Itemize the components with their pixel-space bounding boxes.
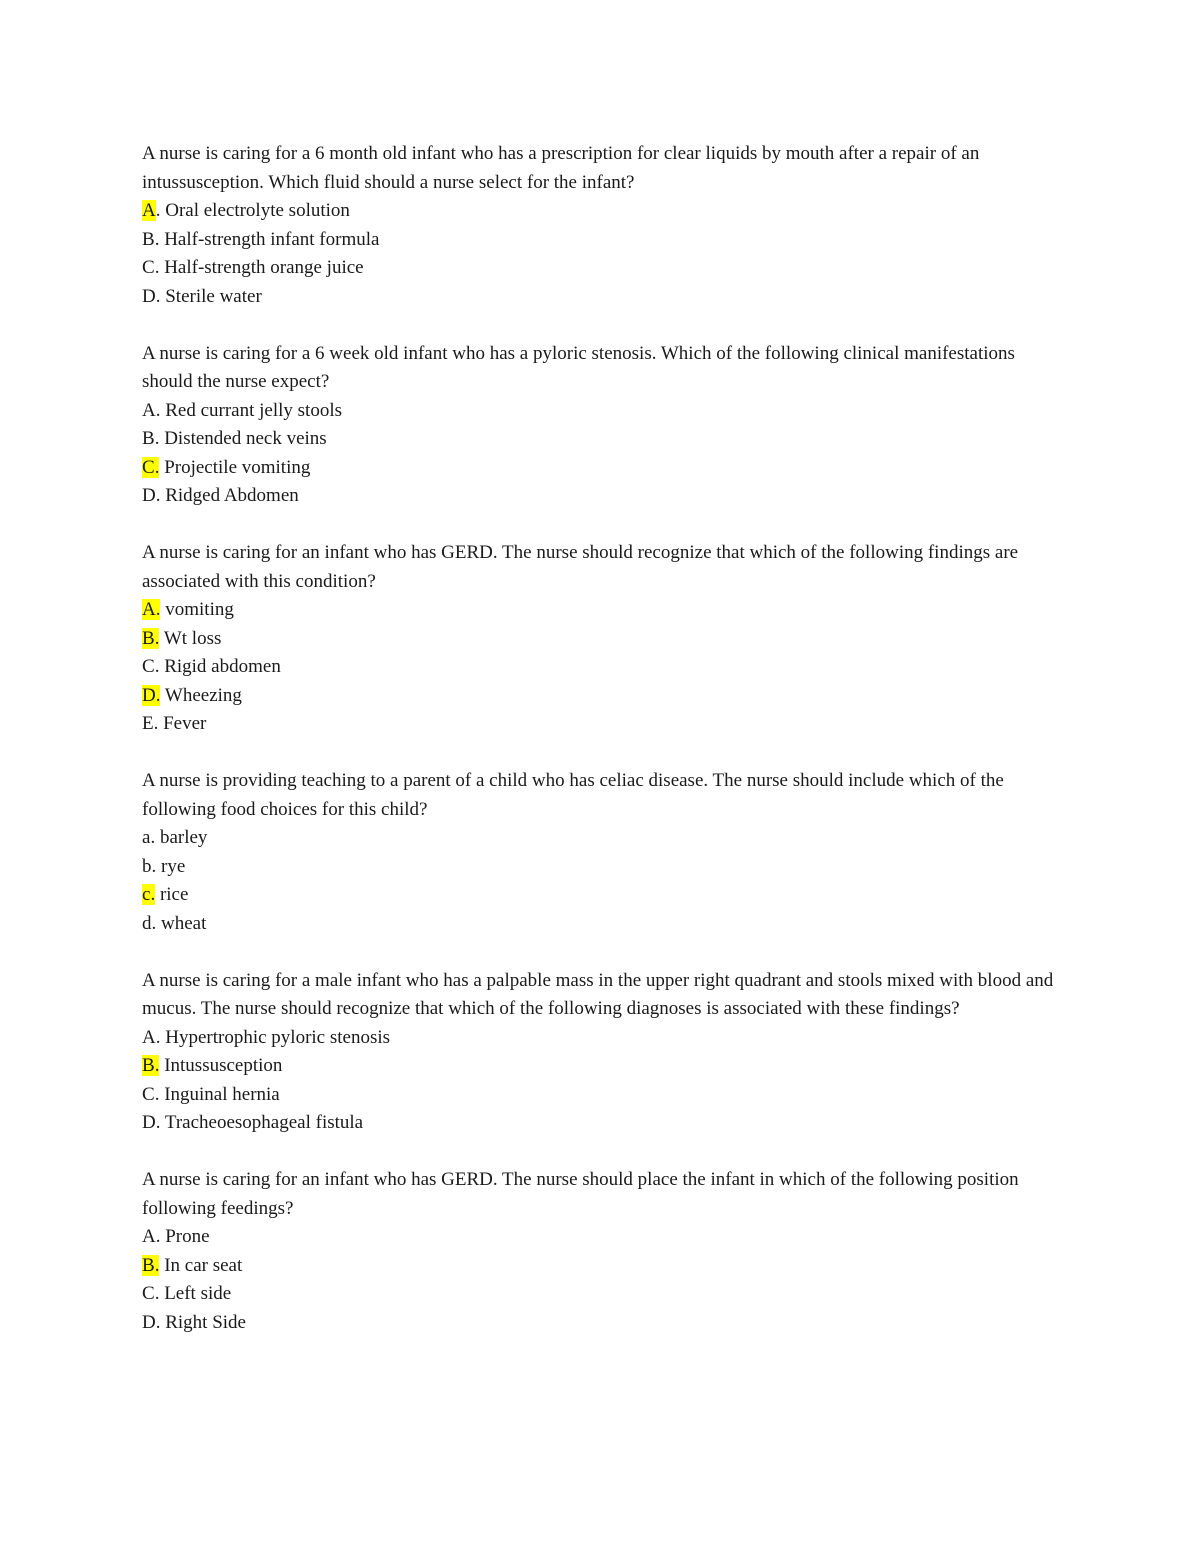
answer-option [142, 710, 1062, 739]
answer-option [142, 625, 1062, 654]
answer-letter-separator: . [150, 827, 156, 848]
answer-letter: A [142, 1226, 156, 1247]
answer-options [142, 397, 1062, 511]
answer-option [142, 596, 1062, 625]
answer-letter-separator: . [155, 200, 161, 221]
answer-option [142, 283, 1062, 312]
answer-letter: D [142, 1311, 156, 1333]
answer-letter: D [142, 485, 156, 506]
answer-text: Projectile vomiting [159, 456, 311, 478]
answer-letter-separator: . [154, 257, 160, 278]
answer-text: rye [156, 855, 186, 877]
answer-text: Hypertrophic pyloric stenosis [160, 1026, 391, 1048]
answer-text: Half-strength infant formula [159, 228, 380, 250]
answer-letter: D [142, 285, 156, 307]
answer-option [142, 1252, 1062, 1281]
answer-letter: a [142, 827, 151, 848]
answer-letter-separator: . [151, 855, 157, 877]
answer-option [142, 454, 1062, 483]
question-stem: A nurse is providing teaching to a parent of a child who has celiac disease. The nurse should include which of the following food choices for this child? [142, 770, 1004, 820]
question-stem: A nurse is caring for a male infant who has a palpable mass in the upper right quadrant and stools mixed with blood and mucus. The nurse should recognize that which of the following diagnoses is associated with these findings? [142, 969, 1054, 1019]
answer-letter: C [142, 257, 155, 278]
answer-letter: A [142, 1026, 156, 1048]
answer-letter-separator: . [155, 1026, 161, 1048]
answer-text: rice [155, 884, 189, 905]
answer-option [142, 653, 1062, 682]
answer-letter: D [142, 1112, 156, 1133]
answer-letter: C [142, 656, 155, 677]
document-page [142, 140, 1062, 1366]
answer-text: wheat [156, 912, 207, 934]
question-stem: A nurse is caring for an infant who has GERD. The nurse should recognize that which of the following findings are associated with this condition? [142, 542, 1019, 592]
answer-letter-separator: . [155, 599, 161, 620]
answer-option [142, 682, 1062, 711]
answer-option [142, 1309, 1062, 1338]
highlighted-answer-letter: C [142, 456, 155, 478]
answer-text: Intussusception [159, 1055, 283, 1076]
question-block [142, 967, 1062, 1138]
answer-option [142, 881, 1062, 910]
answer-letter-separator: . [155, 1311, 161, 1333]
answer-letter-separator: . [155, 684, 161, 706]
answer-text: In car seat [159, 1254, 243, 1276]
highlighted-answer-letter: A [142, 599, 156, 620]
answer-letter-separator: . [154, 228, 160, 250]
answer-text: Oral electrolyte solution [160, 200, 350, 221]
answer-letter-separator: . [155, 1112, 161, 1133]
highlighted-answer-letter: c [142, 884, 151, 905]
question-stem: A nurse is caring for a 6 month old infant who has a prescription for clear liquids by mouth after a repair of an intussusception. Which fluid should a nurse select for the infant? [142, 143, 980, 193]
answer-option [142, 910, 1062, 939]
answer-letter: d [142, 912, 152, 934]
answer-options [142, 1024, 1062, 1138]
answer-option [142, 1109, 1062, 1138]
question-block [142, 140, 1062, 311]
answer-letter-separator: . [155, 485, 161, 506]
question-block [142, 539, 1062, 739]
answer-letter: C [142, 1083, 155, 1105]
answer-letter-separator: . [154, 1055, 160, 1076]
answer-option [142, 397, 1062, 426]
answer-text: Ridged Abdomen [160, 485, 299, 506]
answer-text: Inguinal hernia [159, 1083, 280, 1105]
answer-letter-separator: . [154, 1254, 160, 1276]
answer-option [142, 1223, 1062, 1252]
answer-letter-separator: . [155, 285, 161, 307]
question-block [142, 340, 1062, 511]
answer-letter-separator: . [154, 1083, 160, 1105]
answer-option [142, 197, 1062, 226]
answer-letter: B [142, 428, 155, 449]
answer-text: Half-strength orange juice [159, 257, 364, 278]
answer-option [142, 482, 1062, 511]
answer-option [142, 824, 1062, 853]
answer-options [142, 1223, 1062, 1337]
answer-letter: C [142, 1283, 155, 1304]
answer-text: Fever [158, 713, 207, 734]
answer-letter-separator: . [154, 456, 160, 478]
answer-text: Rigid abdomen [159, 656, 281, 677]
question-block [142, 767, 1062, 938]
question-stem: A nurse is caring for a 6 week old infant who has a pyloric stenosis. Which of the following clinical manifestations should the nurse expect? [142, 342, 1015, 392]
answer-options [142, 824, 1062, 938]
answer-letter: b [142, 855, 152, 877]
answer-text: Red currant jelly stools [160, 399, 343, 421]
answer-options [142, 197, 1062, 311]
answer-text: Prone [160, 1226, 210, 1247]
answer-option [142, 254, 1062, 283]
answer-option [142, 1024, 1062, 1053]
highlighted-answer-letter: A [142, 200, 156, 221]
answer-option [142, 1052, 1062, 1081]
answer-letter-separator: . [151, 912, 157, 934]
answer-options [142, 596, 1062, 739]
highlighted-answer-letter: B [142, 627, 155, 649]
answer-letter-separator: . [155, 1226, 161, 1247]
answer-letter-separator: . [153, 713, 159, 734]
question-stem: A nurse is caring for an infant who has GERD. The nurse should place the infant in which of the following position following feedings? [142, 1169, 1019, 1219]
highlighted-answer-letter: D [142, 684, 156, 706]
answer-text: Sterile water [160, 285, 262, 307]
answer-text: Left side [159, 1283, 232, 1304]
answer-option [142, 853, 1062, 882]
highlighted-answer-letter: B [142, 1254, 155, 1276]
answer-text: Right Side [160, 1311, 246, 1333]
answer-letter: B [142, 228, 155, 250]
answer-letter-separator: . [154, 627, 160, 649]
answer-text: barley [155, 827, 208, 848]
answer-letter: E [142, 713, 154, 734]
answer-text: Distended neck veins [159, 428, 327, 449]
answer-letter-separator: . [155, 399, 161, 421]
answer-letter-separator: . [154, 656, 160, 677]
answer-option [142, 1081, 1062, 1110]
answer-text: Wt loss [159, 627, 222, 649]
answer-letter-separator: . [154, 1283, 160, 1304]
answer-option [142, 226, 1062, 255]
highlighted-answer-letter: B [142, 1055, 155, 1076]
answer-option [142, 1280, 1062, 1309]
question-block [142, 1166, 1062, 1337]
answer-letter: A [142, 399, 156, 421]
answer-option [142, 425, 1062, 454]
answer-letter-separator: . [150, 884, 156, 905]
answer-text: Tracheoesophageal fistula [160, 1112, 364, 1133]
answer-text: Wheezing [160, 684, 242, 706]
answer-letter-separator: . [154, 428, 160, 449]
answer-text: vomiting [160, 599, 234, 620]
